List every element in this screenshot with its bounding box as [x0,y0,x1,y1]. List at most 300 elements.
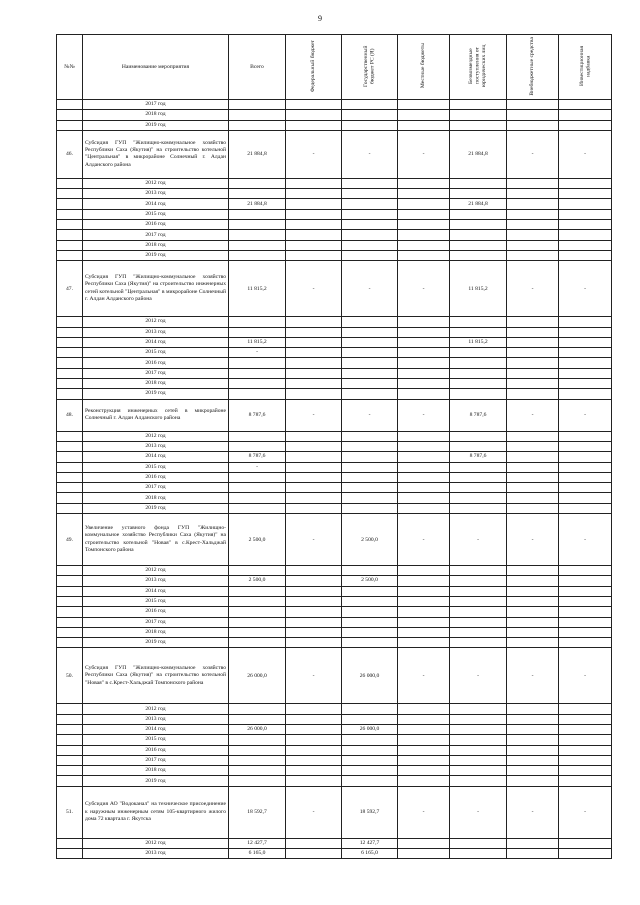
cell-offbudget [507,178,559,188]
cell-local [398,240,450,250]
header-local [398,35,450,100]
cell-state [342,472,398,482]
cell-federal [286,472,342,482]
cell-grants [450,209,507,219]
cell-offbudget: - [507,130,559,178]
year-label: 2015 год [83,209,229,219]
program-name: Субсидия ГУП "Жилищно-коммунальное хозяйство Республики Саха (Якутия)" на строительство котельной "Новая" в с.Крест-Хальджай Томпонского района [83,648,229,704]
cell-grants [450,607,507,617]
year-row [57,379,612,389]
cell-local [398,586,450,596]
cell-state [342,348,398,358]
row-number-empty [57,358,83,368]
cell-grants [450,178,507,188]
year-row [57,617,612,627]
cell-offbudget [507,627,559,637]
cell-offbudget [507,389,559,399]
cell-offbudget [507,714,559,724]
cell-total [229,240,286,250]
row-number-empty [57,704,83,714]
cell-grants [450,230,507,240]
cell-invest [559,189,612,199]
cell-grants [450,462,507,472]
cell-federal [286,379,342,389]
cell-invest: - [559,130,612,178]
cell-state [342,240,398,250]
cell-invest [559,368,612,378]
cell-grants [450,348,507,358]
cell-invest [559,230,612,240]
year-row [57,472,612,482]
year-row [57,576,612,586]
row-number-empty [57,503,83,513]
cell-state [342,379,398,389]
cell-local [398,368,450,378]
cell-invest [559,704,612,714]
cell-offbudget [507,483,559,493]
cell-grants: - [450,514,507,566]
row-number-empty [57,317,83,327]
cell-offbudget [507,230,559,240]
cell-state [342,483,398,493]
cell-federal [286,745,342,755]
cell-invest [559,503,612,513]
row-number-empty [57,431,83,441]
cell-state [342,110,398,120]
year-label: 2013 год [83,714,229,724]
year-row [57,317,612,327]
year-row [57,735,612,745]
row-number-empty [57,110,83,120]
year-row [57,431,612,441]
row-number-empty [57,617,83,627]
year-label: 2013 год [83,441,229,451]
row-number-empty [57,327,83,337]
cell-offbudget [507,638,559,648]
cell-total [229,596,286,606]
cell-total: 2 500,0 [229,576,286,586]
cell-offbudget: - [507,786,559,838]
year-label: 2012 год [83,178,229,188]
year-label: 2012 год [83,704,229,714]
cell-invest [559,766,612,776]
cell-federal [286,389,342,399]
cell-total [229,704,286,714]
cell-grants [450,189,507,199]
year-label: 2013 год [83,327,229,337]
cell-offbudget [507,766,559,776]
cell-grants [450,220,507,230]
program-name: Субсидия ГУП "Жилищно-коммунальное хозяйство Республики Саха (Якутия)" на строительство котельной "Центральная" в микрорайоне Солнечный г. Алдан Алданского района [83,130,229,178]
cell-local [398,189,450,199]
cell-total [229,472,286,482]
cell-invest [559,441,612,451]
year-label: 2019 год [83,638,229,648]
cell-local [398,483,450,493]
cell-grants [450,627,507,637]
cell-federal [286,714,342,724]
cell-local [398,462,450,472]
cell-total [229,120,286,130]
cell-invest [559,714,612,724]
row-number-empty [57,250,83,260]
cell-total [229,230,286,240]
cell-state [342,586,398,596]
row-number-empty [57,209,83,219]
cell-invest [559,735,612,745]
cell-local [398,735,450,745]
cell-state [342,607,398,617]
cell-invest: - [559,514,612,566]
cell-federal [286,576,342,586]
cell-federal [286,735,342,745]
cell-offbudget [507,348,559,358]
cell-invest [559,209,612,219]
cell-state [342,493,398,503]
cell-state [342,431,398,441]
cell-invest [559,317,612,327]
year-label: 2019 год [83,503,229,513]
cell-state [342,389,398,399]
year-label: 2017 год [83,100,229,110]
cell-offbudget: - [507,261,559,317]
cell-state: 26 000,0 [342,724,398,734]
year-label: 2018 год [83,110,229,120]
cell-invest [559,493,612,503]
year-label: 2014 год [83,452,229,462]
row-number-empty [57,462,83,472]
cell-state [342,250,398,260]
cell-offbudget [507,379,559,389]
cell-offbudget [507,503,559,513]
cell-grants [450,576,507,586]
cell-federal [286,586,342,596]
cell-offbudget [507,745,559,755]
header-num: №№ [57,35,83,100]
cell-federal [286,462,342,472]
cell-local [398,766,450,776]
program-name: Реконструкция инженерных сетей в микрорайоне Солнечный г. Алдан Алданского района [83,399,229,431]
year-row [57,638,612,648]
cell-offbudget [507,493,559,503]
cell-grants: - [450,648,507,704]
cell-total [229,368,286,378]
cell-grants [450,704,507,714]
cell-federal [286,358,342,368]
year-label: 2015 год [83,596,229,606]
cell-grants [450,714,507,724]
cell-grants [450,120,507,130]
program-row [57,514,612,566]
cell-federal: - [286,514,342,566]
cell-invest [559,220,612,230]
row-number-empty [57,178,83,188]
program-name: Увеличение уставного фонда ГУП "Жилищно-коммунальное хозяйство Республики Саха (Якутия)" на строительство котельной "Новая" в с.Крест-Хальджай Томпонского района [83,514,229,566]
cell-state: 6 165,0 [342,849,398,859]
cell-state [342,100,398,110]
cell-local [398,838,450,848]
cell-state [342,317,398,327]
cell-grants [450,596,507,606]
year-label: 2015 год [83,348,229,358]
cell-state: 26 000,0 [342,648,398,704]
cell-federal [286,724,342,734]
cell-grants [450,317,507,327]
cell-offbudget [507,100,559,110]
cell-offbudget [507,576,559,586]
cell-federal [286,327,342,337]
cell-offbudget [507,724,559,734]
year-row [57,358,612,368]
cell-grants [450,586,507,596]
cell-federal: - [286,648,342,704]
row-number-empty [57,472,83,482]
cell-state [342,327,398,337]
cell-grants: 8 787,6 [450,399,507,431]
header-state [342,35,398,100]
year-row [57,503,612,513]
cell-offbudget [507,209,559,219]
cell-total [229,250,286,260]
cell-local [398,199,450,209]
cell-state [342,638,398,648]
cell-offbudget [507,220,559,230]
header-local-label: Местные бюджеты [420,43,427,89]
cell-local [398,627,450,637]
cell-invest [559,452,612,462]
row-number-empty [57,596,83,606]
year-row [57,838,612,848]
year-row [57,189,612,199]
cell-offbudget: - [507,514,559,566]
year-label: 2017 год [83,483,229,493]
cell-total: - [229,348,286,358]
year-row [57,745,612,755]
cell-total [229,209,286,219]
cell-state [342,596,398,606]
row-number-empty [57,240,83,250]
cell-grants [450,724,507,734]
cell-federal [286,441,342,451]
cell-local [398,617,450,627]
cell-local [398,776,450,786]
cell-offbudget [507,368,559,378]
header-total: Всего [229,35,286,100]
cell-local [398,638,450,648]
year-row [57,766,612,776]
header-federal [286,35,342,100]
cell-local [398,120,450,130]
cell-invest [559,472,612,482]
cell-state [342,617,398,627]
cell-invest [559,483,612,493]
cell-invest: - [559,399,612,431]
cell-local [398,441,450,451]
year-row [57,776,612,786]
row-number: 48. [57,399,83,431]
cell-state [342,452,398,462]
cell-invest [559,250,612,260]
cell-federal [286,220,342,230]
cell-federal [286,566,342,576]
cell-total [229,110,286,120]
cell-local: - [398,261,450,317]
cell-grants: 21 884,8 [450,199,507,209]
row-number-empty [57,100,83,110]
cell-federal [286,627,342,637]
row-number-empty [57,368,83,378]
cell-offbudget [507,189,559,199]
cell-federal [286,178,342,188]
cell-total: 21 884,8 [229,199,286,209]
year-row [57,178,612,188]
cell-invest [559,607,612,617]
cell-federal [286,199,342,209]
cell-total [229,586,286,596]
cell-grants: 21 884,8 [450,130,507,178]
cell-invest [559,617,612,627]
cell-offbudget [507,120,559,130]
cell-total [229,714,286,724]
cell-grants [450,617,507,627]
year-row [57,493,612,503]
year-label: 2014 год [83,199,229,209]
row-number-empty [57,337,83,347]
year-label: 2018 год [83,379,229,389]
cell-local [398,230,450,240]
cell-federal [286,607,342,617]
row-number-empty [57,483,83,493]
year-row [57,462,612,472]
cell-total [229,358,286,368]
row-number-empty [57,849,83,859]
cell-total [229,617,286,627]
cell-local [398,209,450,219]
year-row [57,452,612,462]
cell-total [229,566,286,576]
cell-federal [286,317,342,327]
page-number: 9 [318,14,322,23]
cell-local: - [398,514,450,566]
cell-total: 26 000,0 [229,648,286,704]
year-row [57,220,612,230]
cell-total [229,766,286,776]
row-number-empty [57,838,83,848]
year-label: 2014 год [83,337,229,347]
year-row [57,389,612,399]
year-row [57,230,612,240]
cell-local [398,566,450,576]
row-number: 47. [57,261,83,317]
cell-offbudget [507,776,559,786]
cell-offbudget [507,617,559,627]
row-number-empty [57,566,83,576]
cell-local [398,745,450,755]
row-number-empty [57,586,83,596]
cell-grants [450,358,507,368]
cell-state [342,735,398,745]
year-label: 2016 год [83,607,229,617]
cell-offbudget [507,317,559,327]
cell-federal [286,849,342,859]
cell-offbudget [507,358,559,368]
cell-state: 2 500,0 [342,576,398,586]
cell-invest [559,431,612,441]
cell-total [229,189,286,199]
header-offbudget [507,35,559,100]
cell-invest: - [559,786,612,838]
program-row [57,786,612,838]
cell-federal [286,638,342,648]
year-row [57,714,612,724]
year-row [57,209,612,219]
cell-total: 2 500,0 [229,514,286,566]
cell-total [229,607,286,617]
cell-local [398,576,450,586]
cell-invest [559,776,612,786]
cell-total: 8 787,6 [229,452,286,462]
year-label: 2014 год [83,724,229,734]
cell-total [229,755,286,765]
cell-invest [559,724,612,734]
row-number-empty [57,189,83,199]
year-label: 2017 год [83,230,229,240]
cell-invest [559,240,612,250]
cell-offbudget [507,849,559,859]
year-label: 2015 год [83,735,229,745]
year-label: 2015 год [83,462,229,472]
cell-grants [450,493,507,503]
cell-local [398,596,450,606]
cell-total [229,745,286,755]
cell-local: - [398,130,450,178]
cell-federal [286,596,342,606]
year-label: 2012 год [83,431,229,441]
cell-total [229,441,286,451]
cell-total [229,735,286,745]
year-label: 2018 год [83,493,229,503]
row-number-empty [57,379,83,389]
row-number-empty [57,714,83,724]
cell-local [398,472,450,482]
cell-state [342,199,398,209]
cell-total [229,638,286,648]
cell-federal [286,100,342,110]
row-number-empty [57,724,83,734]
year-row [57,120,612,130]
program-row [57,648,612,704]
cell-federal [286,503,342,513]
year-row [57,337,612,347]
cell-state [342,337,398,347]
cell-federal [286,240,342,250]
cell-grants [450,638,507,648]
cell-grants [450,431,507,441]
year-label: 2019 год [83,250,229,260]
cell-total: 8 787,6 [229,399,286,431]
year-label: 2016 год [83,745,229,755]
cell-invest [559,327,612,337]
header-grants [450,35,507,100]
cell-state [342,704,398,714]
cell-state [342,627,398,637]
cell-local: - [398,648,450,704]
cell-local [398,714,450,724]
cell-grants [450,379,507,389]
cell-state [342,714,398,724]
cell-local [398,704,450,714]
row-number: 50. [57,648,83,704]
